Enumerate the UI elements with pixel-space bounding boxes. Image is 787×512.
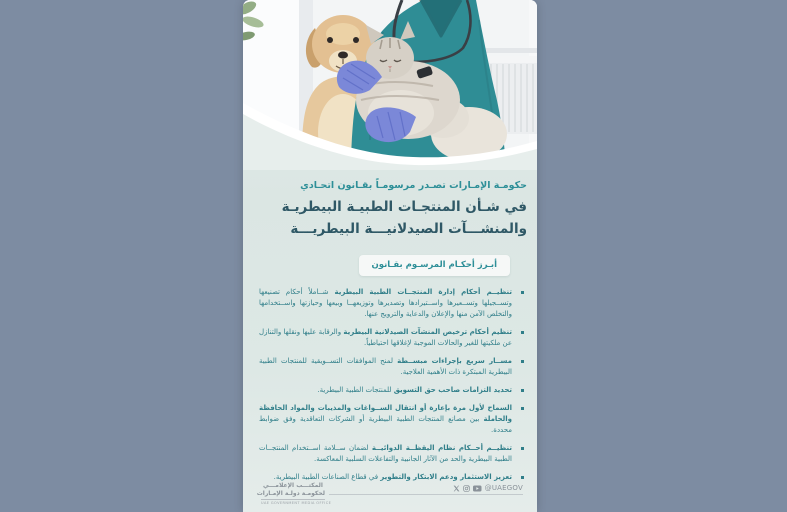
social-handle[interactable]: @UAEGOV xyxy=(484,484,523,492)
page-title-line1: في شـأن المنتجـات الطبيـة البيطريـة xyxy=(281,199,527,215)
badge-row xyxy=(259,240,527,276)
highlights-list xyxy=(259,287,527,483)
hero-photo xyxy=(243,0,537,170)
list-item: تنظيم أحكام ترخيص المنشآت الصيدلانية البيطرية والرقابة عليها ونقلها والتنازل عن ملكيتها للغير والحالات الموجبة لإغلاقها احتياطياً. xyxy=(259,327,524,349)
bullet-square-icon xyxy=(521,331,525,335)
bullet-square-icon xyxy=(521,291,525,295)
list-item: مســار سريع بإجراءات مبســطة لمنح الموافقات التســويقية للمنتجات الطبية البيطرية المبتكرة ذات الأهمية العلاجية. xyxy=(259,356,524,378)
list-item: السماح لأول مرة بإعارة أو انتقال الســواغات والمذيبات والمواد الحافظة والحاملة بين مصانع المنتجات الطبية البيطرية أو الشركات التعاقدية وفق ضوابط محددة. xyxy=(259,403,524,436)
media-office-logo: المكتـــب الإعلامـــي لحكومـة دولـة الإمـارات UAE GOVERNMENT MEDIA OFFICE xyxy=(256,482,332,505)
bullet-square-icon xyxy=(521,389,525,393)
youtube-icon[interactable] xyxy=(473,485,482,492)
list-item: تعزيز الاستثمار ودعم الابتكار والتطوير في قطاع الصناعات الطبية البيطرية. xyxy=(259,472,524,483)
bullet-square-icon xyxy=(521,447,525,451)
list-item: تحديد التزامات صاحب حق التسويق للمنتجات الطبية البيطرية. xyxy=(259,385,524,396)
bullet-square-icon xyxy=(521,360,525,364)
x-icon[interactable] xyxy=(453,485,460,492)
social-links xyxy=(453,484,523,492)
highlights-badge: أبـرز أحكـام المرسـوم بقـانون xyxy=(359,255,510,276)
instagram-icon[interactable] xyxy=(463,485,470,492)
poster-footer xyxy=(243,472,537,512)
page-title-line2: والمنشـــآت الصيدلانيـــة البيطريـــة xyxy=(290,221,527,237)
title-kicker: حكومـة الإمـارات تصـدر مرسومـاً بقـانون اتحـادي xyxy=(300,180,527,191)
footer-divider xyxy=(329,494,523,495)
bullet-square-icon xyxy=(521,407,525,411)
poster xyxy=(243,0,537,512)
poster-content xyxy=(243,170,537,483)
vet-with-dog-and-cat-illustration xyxy=(243,0,537,170)
list-item: تنظيــم أحكام إدارة المنتجــات الطبية البيطرية شــاملاً أحكام تصنيعها وتســجيلها وتســعيرها واســتيرادها وتصديرها وتوزيعهــا وبيعها وحيازتها واســتخدامها والتخلص الآمن منها والإعلان والدعاية والترويج عنها. xyxy=(259,287,524,320)
list-item: تنظيــم أحــكام نظام اليقظــة الدوائيــة لضمان ســلامة اســتخدام المنتجــات الطبية البيطرية والحد من الآثار الجانبية والتفاعلات السلبية المعاكسة. xyxy=(259,443,524,465)
